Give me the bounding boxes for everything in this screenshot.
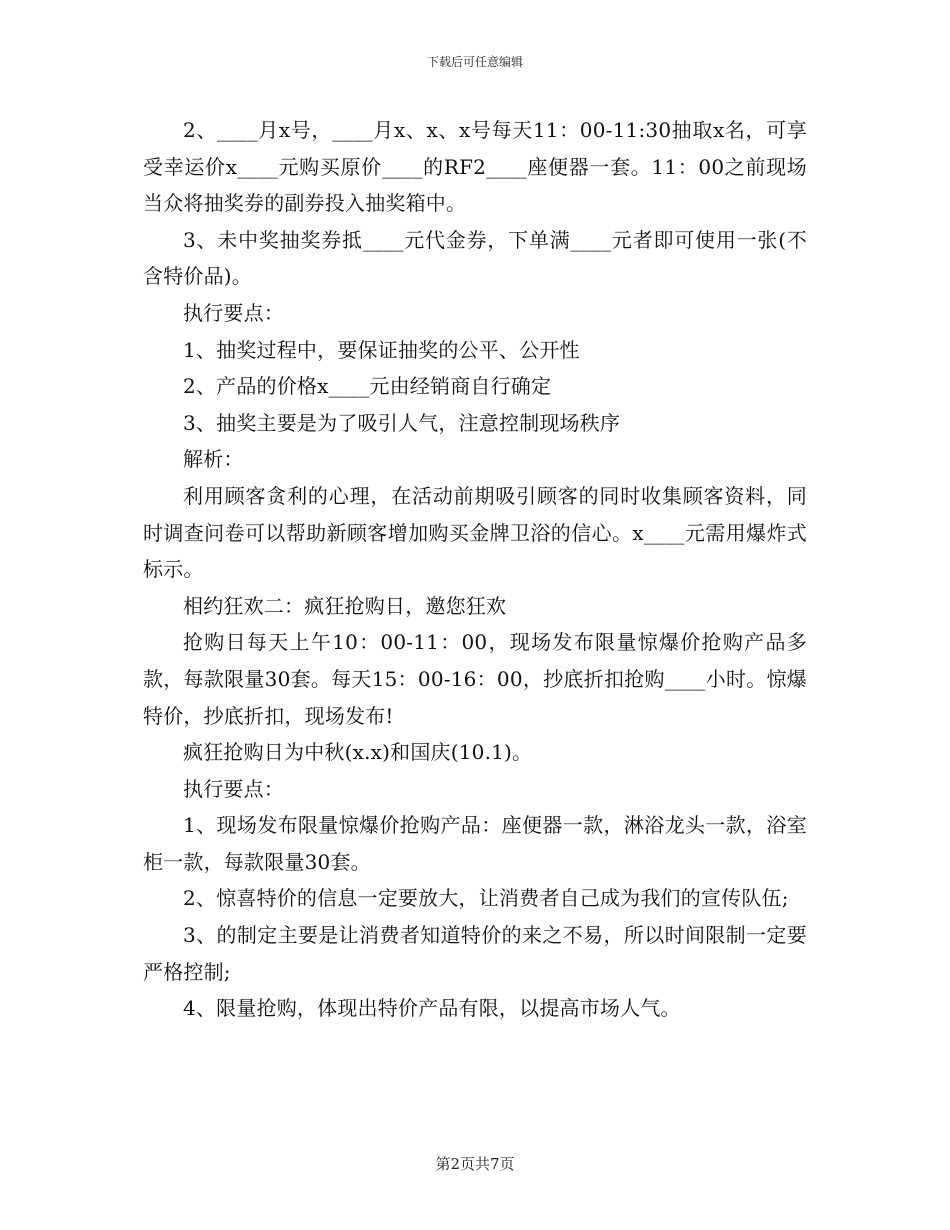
paragraph-rush-point-4: 4、限量抢购，体现出特价产品有限，以提高市场人气。 xyxy=(183,996,681,1021)
paragraph-lottery-rule-2: 2、____月x号，____月x、x、x号每天11：00-11:30抽取x名，可享受幸运价x____元购买原价____的RF2____座便器一套。11：00之前现场当众将抽奖券的副券投入抽奖箱中。 xyxy=(143,118,807,216)
paragraph-rush-buy-schedule: 抢购日每天上午10：00-11：00，现场发布限量惊爆价抢购产品多款，每款限量30套。每天15：00-16：00，抄底折扣抢购____小时。惊爆特价，抄底折扣，现场发布! xyxy=(143,630,807,728)
paragraph-rush-point-1: 1、现场发布限量惊爆价抢购产品：座便器一款，淋浴龙头一款，浴室柜一款，每款限量30套。 xyxy=(143,813,807,874)
paragraph-rush-point-2: 2、惊喜特价的信息一定要放大，让消费者自己成为我们的宣传队伍; xyxy=(183,886,789,911)
document-body xyxy=(143,112,807,1027)
paragraph-key-point-1: 1、抽奖过程中，要保证抽奖的公平、公开性 xyxy=(183,337,580,362)
page-header: 下载后可任意编辑 xyxy=(426,55,523,69)
paragraph-analysis-heading: 解析： xyxy=(183,447,244,472)
paragraph-key-points-heading-2: 执行要点： xyxy=(183,776,284,801)
paragraph-key-point-2: 2、产品的价格x____元由经销商自行确定 xyxy=(183,374,552,399)
paragraph-analysis-body: 利用顾客贪利的心理，在活动前期吸引顾客的同时收集顾客资料，同时调查问卷可以帮助新顾客增加购买金牌卫浴的信心。x____元需用爆炸式标示。 xyxy=(143,483,807,582)
paragraph-rush-point-3: 3、的制定主要是让消费者知道特价的来之不易，所以时间限制一定要严格控制; xyxy=(143,923,807,984)
page-number: 第2页共7页 xyxy=(435,1155,515,1173)
paragraph-key-point-3: 3、抽奖主要是为了吸引人气，注意控制现场秩序 xyxy=(183,410,621,435)
paragraph-section-title: 相约狂欢二：疯狂抢购日，邀您狂欢 xyxy=(183,593,507,618)
paragraph-key-points-heading: 执行要点： xyxy=(183,300,284,325)
paragraph-rush-buy-dates: 疯狂抢购日为中秋(x.x)和国庆(10.1)。 xyxy=(183,740,533,765)
paragraph-lottery-rule-3: 3、未中奖抽奖券抵____元代金券，下单满____元者即可使用一张(不含特价品)。 xyxy=(143,227,807,289)
